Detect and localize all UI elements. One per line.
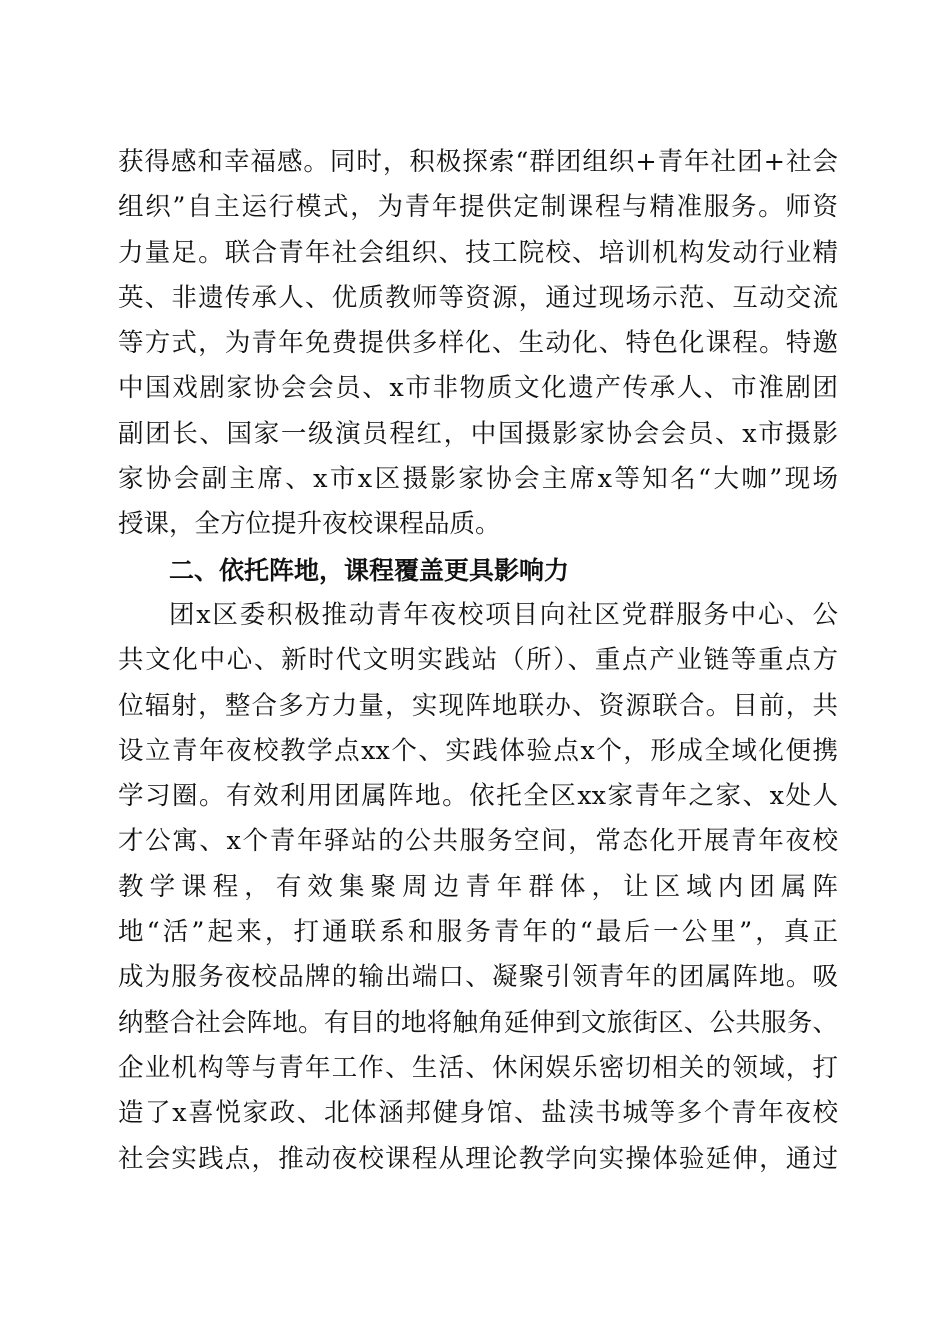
paragraph-line: 位辐射，整合多方力量，实现阵地联办、资源联合。目前，共 bbox=[118, 690, 838, 721]
paragraph-line: 才公寓、x个青年驿站的公共服务空间，常态化开展青年夜校 bbox=[118, 826, 838, 857]
paragraph-line: 企业机构等与青年工作、生活、休闲娱乐密切相关的领域，打 bbox=[118, 1052, 838, 1083]
paragraph-line: 英、非遗传承人、优质教师等资源，通过现场示范、互动交流 bbox=[118, 282, 838, 313]
paragraph-line: 团x区委积极推动青年夜校项目向社区党群服务中心、公 bbox=[169, 599, 838, 630]
body-text bbox=[118, 140, 838, 1182]
paragraph-line: 纳整合社会阵地。有目的地将触角延伸到文旅街区、公共服务、 bbox=[118, 1007, 838, 1038]
paragraph-line: 造了x喜悦家政、北体涵邦健身馆、盐渎书城等多个青年夜校 bbox=[118, 1098, 838, 1129]
paragraph-line: 社会实践点，推动夜校课程从理论教学向实操体验延伸，通过 bbox=[118, 1143, 838, 1174]
paragraph-line: 家协会副主席、x市x区摄影家协会主席x等知名“大咖”现场 bbox=[118, 464, 838, 495]
paragraph-line: 副团长、国家一级演员程红，中国摄影家协会会员、x市摄影 bbox=[118, 418, 838, 449]
section-heading: 二、依托阵地，课程覆盖更具影响力 bbox=[169, 555, 570, 585]
paragraph-line: 教学课程，有效集聚周边青年群体，让区域内团属阵 bbox=[118, 871, 838, 902]
paragraph-line: 获得感和幸福感。同时，积极探索“群团组织+青年社团+社会 bbox=[118, 147, 838, 177]
paragraph-line: 授课，全方位提升夜校课程品质。 bbox=[118, 509, 501, 540]
paragraph-line: 共文化中心、新时代文明实践站（所）、重点产业链等重点方 bbox=[118, 645, 838, 676]
paragraph-line: 设立青年夜校教学点xx个、实践体验点x个，形成全域化便携 bbox=[118, 735, 838, 766]
paragraph-line: 等方式，为青年免费提供多样化、生动化、特色化课程。特邀 bbox=[118, 328, 838, 359]
paragraph-line: 学习圈。有效利用团属阵地。依托全区xx家青年之家、x处人 bbox=[118, 781, 838, 812]
paragraph-line: 力量足。联合青年社会组织、技工院校、培训机构发动行业精 bbox=[118, 237, 838, 268]
paragraph-line: 中国戏剧家协会会员、x市非物质文化遗产传承人、市淮剧团 bbox=[118, 373, 838, 404]
paragraph-line: 组织”自主运行模式，为青年提供定制课程与精准服务。师资 bbox=[118, 192, 838, 223]
paragraph-line: 地“活”起来，打通联系和服务青年的“最后一公里”，真正 bbox=[118, 917, 838, 948]
paragraph-line: 成为服务夜校品牌的输出端口、凝聚引领青年的团属阵地。吸 bbox=[118, 962, 838, 993]
